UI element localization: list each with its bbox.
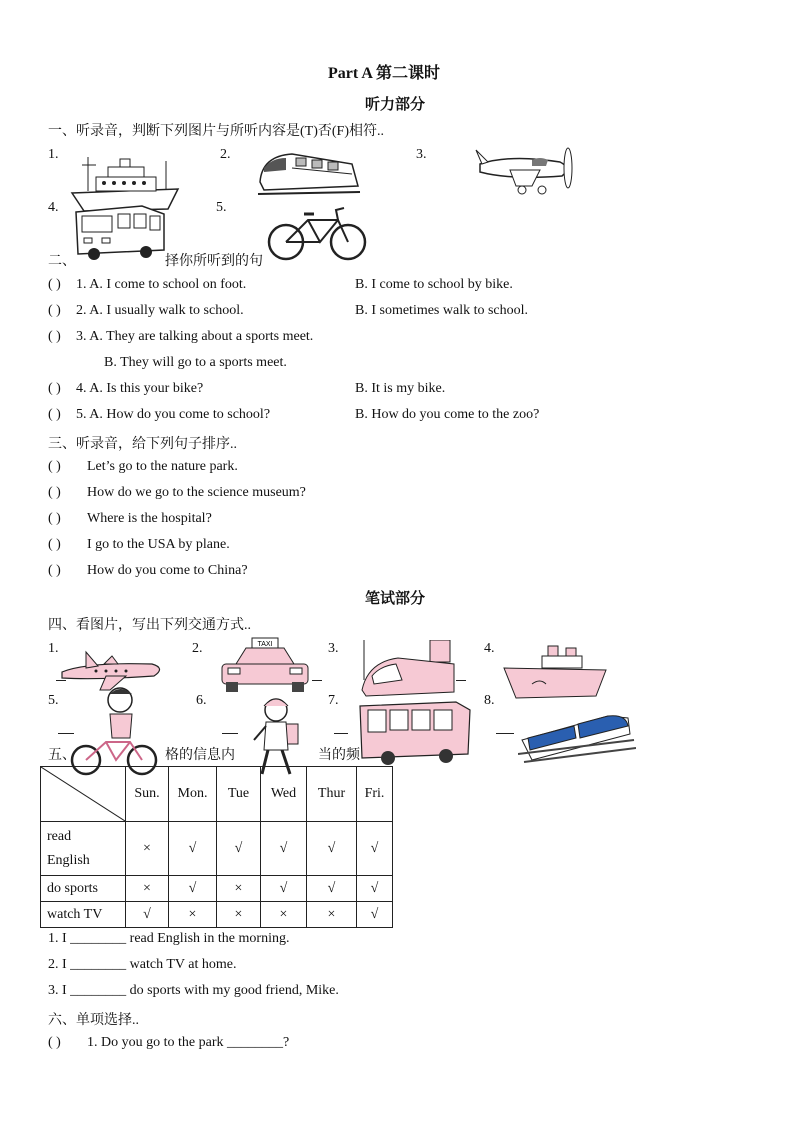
- row-label-read-english: read English: [41, 822, 126, 876]
- s3-paren-1: ( ): [48, 459, 61, 474]
- s2-paren-1: ( ): [48, 277, 61, 292]
- row-label-watch-tv: watch TV: [41, 902, 126, 928]
- section-3-heading: 三、听录音，给下列句子排序..: [48, 437, 237, 452]
- mark-cell: √: [169, 822, 217, 876]
- s5-sentence-2: 2. I ________ watch TV at home.: [48, 957, 237, 972]
- taxi-sign-text: TAXI: [257, 641, 273, 648]
- mark-cell: √: [169, 876, 217, 902]
- s2-option-a-4: 4. A. Is this your bike?: [76, 381, 204, 396]
- s3-item-5: How do you come to China?: [87, 563, 248, 578]
- section-2-heading-rest: 择你所听到的句: [165, 254, 263, 269]
- s1-num-1: 1.: [48, 147, 59, 162]
- section-2-heading-start: 二、: [48, 254, 76, 269]
- s3-item-4: I go to the USA by plane.: [87, 537, 230, 552]
- section-1-heading: 一、听录音，判断下列图片与所听内容是(T)否(F)相符..: [48, 124, 384, 139]
- mark-cell: ×: [126, 822, 169, 876]
- table-row: [41, 902, 393, 928]
- frequency-table: [40, 766, 393, 928]
- s4-blank-7[interactable]: [334, 733, 348, 734]
- mark-cell: ×: [261, 902, 307, 928]
- page-title: Part A 第二课时: [328, 65, 440, 82]
- s2-option-a-3: 3. A. They are talking about a sports meet.: [76, 329, 314, 344]
- s2-paren-3: ( ): [48, 329, 61, 344]
- mark-cell: √: [261, 876, 307, 902]
- s4-blank-8[interactable]: [496, 733, 514, 734]
- s2-option-b-4: B. It is my bike.: [355, 381, 446, 396]
- s1-num-3: 3.: [416, 147, 427, 162]
- s2-option-b-3: B. They will go to a sports meet.: [104, 355, 287, 370]
- s4-num-4: 4.: [484, 641, 495, 656]
- s2-option-a-5: 5. A. How do you come to school?: [76, 407, 271, 422]
- s2-paren-4: ( ): [48, 381, 61, 396]
- s5-sentence-3: 3. I ________ do sports with my good friend, Mike.: [48, 983, 339, 998]
- writing-header: 笔试部分: [365, 591, 426, 607]
- mark-cell: ×: [307, 902, 357, 928]
- taxi-picture: [218, 636, 312, 696]
- s1-num-5: 5.: [216, 200, 227, 215]
- mark-cell: √: [357, 822, 393, 876]
- section-5-heading-start: 五、: [48, 748, 76, 763]
- section-4-heading: 四、看图片，写出下列交通方式..: [48, 618, 251, 633]
- train-picture: [252, 146, 364, 198]
- s1-num-4: 4.: [48, 200, 59, 215]
- s2-option-b-1: B. I come to school by bike.: [355, 277, 513, 292]
- s6-paren-1: ( ): [48, 1035, 61, 1050]
- mark-cell: ×: [169, 902, 217, 928]
- s3-item-3: Where is the hospital?: [87, 511, 212, 526]
- s2-paren-2: ( ): [48, 303, 61, 318]
- mark-cell: √: [357, 902, 393, 928]
- s3-paren-2: ( ): [48, 485, 61, 500]
- child-bike-picture: [70, 686, 162, 778]
- s1-num-2: 2.: [220, 147, 231, 162]
- blue-train-picture: [518, 694, 636, 764]
- mark-cell: √: [217, 822, 261, 876]
- table-header-wed: Wed: [261, 767, 307, 822]
- mark-cell: √: [261, 822, 307, 876]
- table-header-tue: Tue: [217, 767, 261, 822]
- mark-cell: ×: [217, 876, 261, 902]
- s3-paren-3: ( ): [48, 511, 61, 526]
- s3-paren-4: ( ): [48, 537, 61, 552]
- bike-picture: [264, 204, 372, 262]
- s4-blank-6[interactable]: [222, 733, 238, 734]
- s4-num-8: 8.: [484, 693, 495, 708]
- mark-cell: √: [307, 822, 357, 876]
- row-label-do-sports: do sports: [41, 876, 126, 902]
- subway-picture: [358, 640, 462, 698]
- s3-item-1: Let’s go to the nature park.: [87, 459, 238, 474]
- s2-option-a-1: 1. A. I come to school on foot.: [76, 277, 247, 292]
- table-header-mon: Mon.: [169, 767, 217, 822]
- s5-sentence-1: 1. I ________ read English in the morning.: [48, 931, 290, 946]
- s4-num-6: 6.: [196, 693, 207, 708]
- s3-item-2: How do we go to the science museum?: [87, 485, 306, 500]
- s4-num-2: 2.: [192, 641, 203, 656]
- s4-num-3: 3.: [328, 641, 339, 656]
- mark-cell: √: [357, 876, 393, 902]
- table-header-fri: Fri.: [357, 767, 393, 822]
- section-5-heading-mid: 格的信息内: [165, 748, 235, 763]
- section-5-heading-end: 当的频: [318, 748, 360, 763]
- s4-num-7: 7.: [328, 693, 339, 708]
- mark-cell: √: [126, 902, 169, 928]
- mark-cell: ×: [126, 876, 169, 902]
- mark-cell: √: [307, 876, 357, 902]
- table-row: [41, 876, 393, 902]
- listening-header: 听力部分: [365, 97, 426, 113]
- plane-picture: [470, 142, 582, 198]
- section-6-heading: 六、单项选择..: [48, 1013, 139, 1028]
- s4-blank-3[interactable]: [312, 680, 322, 681]
- table-header-sun: Sun.: [126, 767, 169, 822]
- table-row: [41, 822, 393, 876]
- mark-cell: ×: [217, 902, 261, 928]
- table-header-thur: Thur: [307, 767, 357, 822]
- s4-num-1: 1.: [48, 641, 59, 656]
- s2-option-b-2: B. I sometimes walk to school.: [355, 303, 529, 318]
- s2-option-a-2: 2. A. I usually walk to school.: [76, 303, 244, 318]
- s6-item-1: 1. Do you go to the park ________?: [87, 1035, 290, 1050]
- s4-num-5: 5.: [48, 693, 59, 708]
- s2-paren-5: ( ): [48, 407, 61, 422]
- bus-picture: [72, 200, 168, 262]
- s2-option-b-5: B. How do you come to the zoo?: [355, 407, 540, 422]
- s3-paren-5: ( ): [48, 563, 61, 578]
- table-corner-cell: [41, 767, 126, 822]
- pink-bus-picture: [354, 696, 472, 768]
- pink-ship-picture: [502, 640, 608, 702]
